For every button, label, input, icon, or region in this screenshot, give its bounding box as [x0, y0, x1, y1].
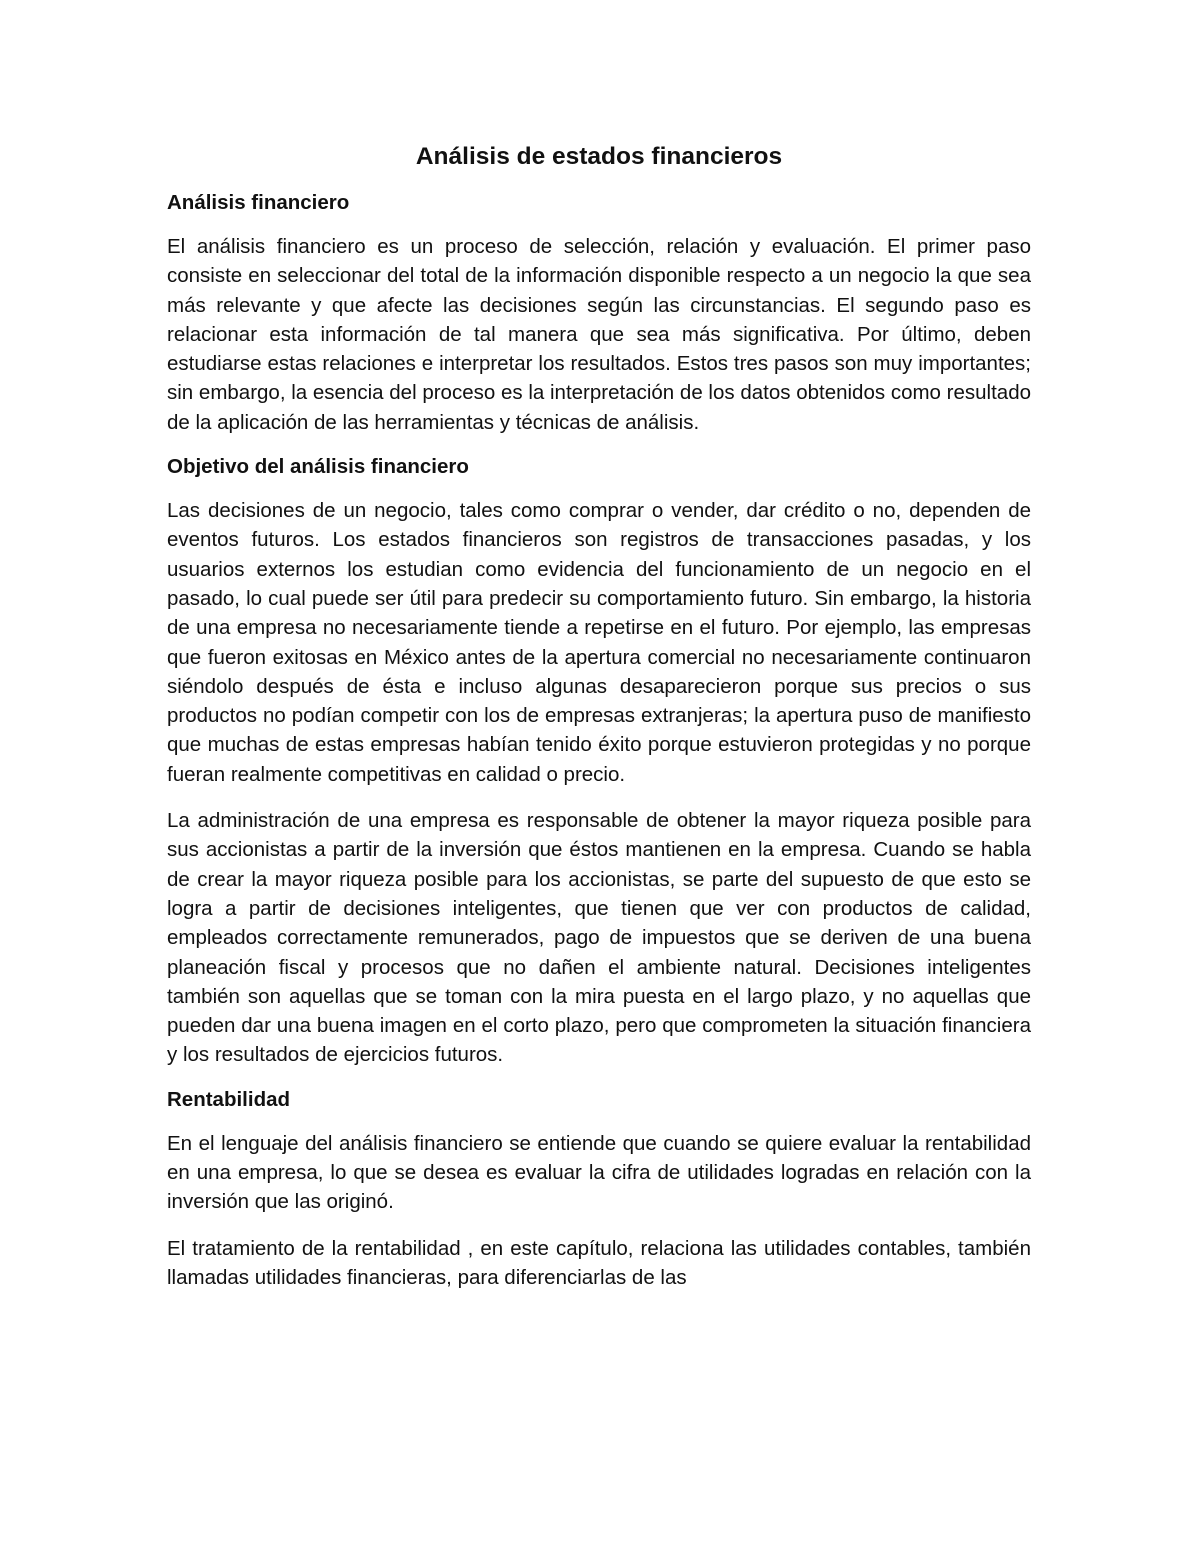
section-heading-objetivo: Objetivo del análisis financiero	[167, 455, 469, 479]
paragraph-rentabilidad-tratamiento: El tratamiento de la rentabilidad , en este capítulo, relaciona las utilidades contables, también llamadas utilidades financieras, para diferenciarlas de las	[167, 1236, 1031, 1289]
section-heading-rentabilidad: Rentabilidad	[167, 1087, 291, 1111]
section-heading-analisis-financiero: Análisis financiero	[167, 191, 350, 214]
paragraph-objetivo-decisiones: Las decisiones de un negocio, tales como comprar o vender, dar crédito o no, dependen de eventos futuros. Los estados financieros son registros de transacciones pasadas, y los usuarios externos los estudian como evidencia del funcionamiento de un negocio en el pasado, lo cual puede ser útil para predecir su comportamiento futuro. Sin embargo, la historia de una empresa no necesariamente tiende a repetirse en el futuro. Por ejemplo, las empresas que fueron exitosas en México antes de la apertura comercial no necesariamente continuaron siéndolo después de ésta e incluso algunas desaparecieron porque sus precios o sus productos no podían competir con los de empresas extranjeras; la apertura puso de manifiesto que muchas de estas empresas habían tenido éxito porque estuvieron protegidas y no porque fueran realmente competitivas en calidad o precio.	[167, 499, 1031, 786]
paragraph-analisis-financiero: El análisis financiero es un proceso de selección, relación y evaluación. El primer paso consiste en seleccionar del total de la información disponible respecto a un negocio la que sea más relevante y que afecte las decisiones según las circunstancias. El segundo paso es relacionar esta información de tal manera que sea más significativa. Por último, deben estudiarse estas relaciones e interpretar los resultados. Estos tres pasos son muy importantes; sin embargo, la esencia del proceso es la interpretación de los datos obtenidos como resultado de la aplicación de las herramientas y técnicas de análisis.	[167, 235, 1031, 434]
paragraph-rentabilidad-definicion: En el lenguaje del análisis financiero se entiende que cuando se quiere evaluar la rentabilidad en una empresa, lo que se desea es evaluar la cifra de utilidades logradas en relación con la inversión que las originó.	[167, 1131, 1031, 1214]
paragraph-objetivo-administracion: La administración de una empresa es responsable de obtener la mayor riqueza posible para sus accionistas a partir de la inversión que éstos mantienen en la empresa. Cuando se habla de crear la mayor riqueza posible para los accionistas, se parte del supuesto de que esto se logra a partir de decisiones inteligentes, que tienen que ver con productos de calidad, empleados correctamente remunerados, pago de impuestos que se deriven de una buena planeación fiscal y procesos que no dañen el ambiente natural. Decisiones inteligentes también son aquellas que se toman con la mira puesta en el largo plazo, y no aquellas que pueden dar una buena imagen en el corto plazo, pero que comprometen la situación financiera y los resultados de ejercicios futuros.	[167, 809, 1031, 1067]
document-title: Análisis de estados financieros	[415, 143, 783, 170]
document-content	[167, 143, 1031, 1292]
